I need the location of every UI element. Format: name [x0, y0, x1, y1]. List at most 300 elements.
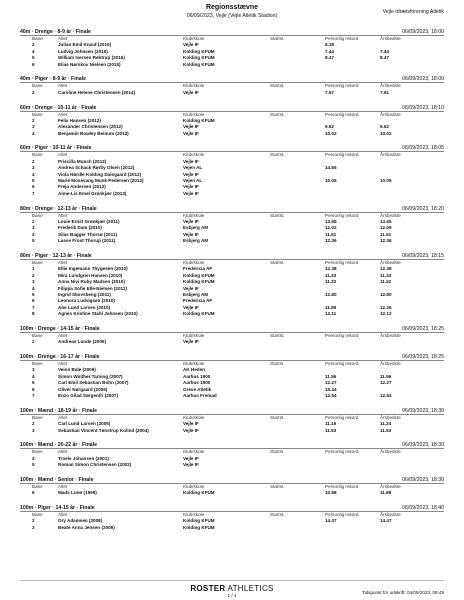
athlete-bane: 5	[32, 462, 35, 468]
column-header-pr: Personlig rekord	[325, 152, 359, 158]
athlete-ar: 9.62	[380, 124, 389, 130]
column-header-pr: Personlig rekord	[325, 449, 359, 455]
athlete-row	[20, 238, 444, 244]
athlete-klub: Aarhus 1900	[183, 380, 211, 386]
column-header-ar: Årsbedste	[380, 152, 401, 158]
event-header	[20, 407, 444, 415]
athlete-klub: Fredericia AF	[183, 266, 213, 272]
column-header-ar: Årsbedste	[380, 36, 401, 41]
athlete-klub: Greve Atletik	[183, 386, 212, 392]
column-header-pr: Personlig rekord	[325, 332, 359, 338]
athlete-pr: 11.16	[325, 421, 337, 427]
athlete-ar: 11.56	[380, 373, 392, 379]
athlete-atlet: Mads Lunø (1999)	[58, 490, 97, 496]
athlete-klub: Kolding KFUM	[183, 61, 215, 67]
event-title: 60m · Piger · 10-11 år · Finale	[20, 145, 92, 152]
event-header	[20, 353, 444, 361]
column-header-ar: Årsbedste	[380, 83, 401, 89]
athlete-ar: 11.53	[380, 427, 392, 433]
column-header-bane: Bane	[32, 483, 43, 489]
column-header-pr: Personlig rekord	[325, 361, 359, 367]
athlete-pr: 14.65	[325, 165, 337, 171]
column-header-ar: Årsbedste	[380, 332, 401, 338]
athlete-klub: Esbjerg AM	[183, 291, 209, 297]
athlete-atlet: Troels Johansen (2001)	[58, 455, 109, 461]
athlete-atlet: Sebastian Vincent Tønstrup Kolind (2004)	[58, 427, 149, 433]
athlete-klub: Aarhus 1900	[183, 373, 211, 379]
athlete-atlet: Caroline Helene Christensen (2014)	[58, 89, 136, 95]
page-number: 1 / 4	[227, 593, 237, 598]
athlete-bane: 2	[32, 339, 35, 345]
meet-title: Regionsstævne	[205, 4, 259, 11]
column-header-pr: Personlig rekord	[325, 111, 359, 117]
athlete-bane: 1	[32, 266, 35, 272]
event-title: 40m · Drenge · 8-9 år · Finale	[20, 29, 91, 35]
athlete-pr: 8.18	[325, 42, 334, 48]
athlete-pr: 11.89	[325, 304, 337, 310]
athlete-pr: 14.47	[325, 518, 337, 524]
athlete-klub: Kolding KFUM	[183, 55, 215, 61]
column-header-bane: Bane	[32, 36, 43, 41]
column-header-start: Startst.	[270, 259, 285, 265]
column-header-start: Startst.	[270, 512, 285, 518]
athlete-row	[20, 339, 444, 345]
athlete-pr: 9.62	[325, 124, 334, 130]
athlete-klub: Vejle IF	[183, 171, 199, 177]
athlete-atlet: Simon Winther Tarning (2007)	[58, 373, 123, 379]
athlete-klub: Vejle IF	[183, 124, 199, 130]
column-header-ar: Årsbedste	[380, 111, 401, 117]
athlete-bane: 4	[32, 130, 35, 136]
athlete-klub: Vejle IF	[183, 184, 199, 190]
athlete-bane: 8	[32, 311, 35, 317]
athlete-ar: 11.51	[380, 231, 392, 237]
athlete-bane: 3	[32, 225, 35, 231]
athlete-atlet: Carl Lund Larsen (2005)	[58, 421, 111, 427]
athlete-pr: 8.47	[325, 55, 334, 61]
athlete-klub: Kolding KFUM	[183, 524, 215, 530]
athlete-bane: 6	[32, 298, 35, 304]
column-header-start: Startst.	[270, 483, 285, 489]
event-list	[20, 28, 444, 539]
athlete-atlet: Beate Anna Jensen (2009)	[58, 524, 115, 530]
column-header-pr: Personlig rekord	[325, 36, 359, 41]
column-header-ar: Årsbedste	[380, 512, 401, 518]
athlete-bane: 7	[32, 304, 35, 310]
athlete-atlet: Mira Lundgren Hansen (2010)	[58, 272, 123, 278]
event-block	[20, 104, 444, 138]
athlete-ar: 8.47	[380, 55, 389, 61]
athlete-atlet: Carl Emil Sebastian Bohn (2007)	[58, 380, 129, 386]
athlete-klub: Vejle IF	[183, 427, 199, 433]
athlete-bane: 2	[32, 89, 35, 95]
athlete-pr: 10.88	[325, 490, 337, 496]
athlete-klub: Vejle IF	[183, 218, 199, 224]
logo-bold-text: ROSTER	[190, 584, 226, 593]
athlete-bane: 3	[32, 165, 35, 171]
column-header-start: Startst.	[270, 36, 285, 41]
event-datetime: 06/09/2023, 18:15	[402, 252, 444, 259]
athlete-row	[20, 490, 444, 496]
athlete-klub: Vejle IF	[183, 42, 199, 48]
column-header-ar: Årsbedste	[380, 361, 401, 367]
event-datetime: 06/09/2023, 18:10	[402, 104, 444, 111]
athlete-klub: Kolding KFUM	[183, 518, 215, 524]
column-header-ar: Årsbedste	[380, 259, 401, 265]
athlete-klub: Vejle IF	[183, 339, 199, 345]
event-block	[20, 325, 444, 346]
column-header-klub: Klub/skole	[183, 483, 205, 489]
athlete-klub: Vejle IF	[183, 462, 199, 468]
athlete-bane: 3	[32, 367, 35, 373]
event-header	[20, 325, 444, 333]
athlete-row	[20, 191, 444, 197]
athlete-bane: 7	[32, 190, 35, 196]
athlete-row	[20, 393, 444, 399]
athlete-pr: 11.56	[325, 373, 337, 379]
athlete-klub: Kolding KFUM	[183, 311, 215, 317]
event-block	[20, 28, 444, 68]
column-header-atlet: Atlet	[58, 111, 68, 117]
athlete-atlet: Anne-Lis Emel Grønkjær (2013)	[58, 190, 127, 196]
athlete-ar: 13.65	[380, 218, 392, 224]
athlete-ar: 11.68	[380, 490, 392, 496]
column-header-atlet: Atlet	[58, 36, 68, 41]
event-title: 100m · Mænd · 18-19 år · Finale	[20, 407, 97, 414]
athlete-row	[20, 462, 444, 468]
athlete-pr: 13.65	[325, 218, 337, 224]
athlete-pr: 11.51	[325, 231, 337, 237]
athlete-ar: 12.80	[380, 291, 392, 297]
event-block	[20, 504, 444, 531]
athlete-klub: Kolding KFUM	[183, 48, 215, 54]
column-header-atlet: Atlet	[58, 152, 68, 158]
athlete-bane: 2	[32, 421, 35, 427]
athlete-ar: 10.02	[380, 130, 392, 136]
athlete-atlet: Enzo Gilad Sørgenfri (2007)	[58, 392, 118, 398]
column-header-start: Startst.	[270, 332, 285, 338]
column-header-start: Startst.	[270, 361, 285, 367]
event-datetime: 06/09/2023, 18:25	[402, 325, 444, 332]
athlete-atlet: Ludvig Johnsen (2015)	[58, 48, 108, 54]
column-header-klub: Klub/skole	[183, 449, 205, 455]
column-header-bane: Bane	[32, 111, 43, 117]
column-header-klub: Klub/skole	[183, 36, 205, 41]
event-title: 60m · Drenge · 10-11 år · Finale	[20, 104, 97, 111]
athlete-bane: 5	[32, 291, 35, 297]
athlete-atlet: Andrea Schack Rørby Olsen (2012)	[58, 165, 135, 171]
athlete-bane: 5	[32, 55, 35, 61]
athlete-atlet: Roman Simon Christensen (2002)	[58, 462, 132, 468]
athlete-ar: 11.22	[380, 279, 392, 285]
column-header-bane: Bane	[32, 332, 43, 338]
column-header-pr: Personlig rekord	[325, 83, 359, 89]
column-header-start: Startst.	[270, 152, 285, 158]
athlete-atlet: Benjamin Rowley Beinum (2013)	[58, 130, 129, 136]
column-header-atlet: Atlet	[58, 259, 68, 265]
athlete-bane: 4	[32, 48, 35, 54]
athlete-atlet: Gry Adamsen (2008)	[58, 518, 103, 524]
athlete-row	[20, 525, 444, 531]
athlete-klub: Vejle IF	[183, 285, 199, 291]
event-datetime: 06/09/2023, 18:05	[402, 145, 444, 152]
athlete-pr: 12.38	[325, 266, 337, 272]
column-header-klub: Klub/skole	[183, 83, 205, 89]
column-header-klub: Klub/skole	[183, 332, 205, 338]
athlete-ar: 14.47	[380, 518, 392, 524]
athlete-atlet: Marie Mosevang Munk Pedersen (2012)	[58, 178, 144, 184]
athlete-bane: 5	[32, 178, 35, 184]
athlete-bane: 2	[32, 518, 35, 524]
column-header-klub: Klub/skole	[183, 152, 205, 158]
column-header-klub: Klub/skole	[183, 414, 205, 420]
athlete-atlet: Lasse Frost Thorup (2011)	[58, 238, 116, 244]
athlete-klub: Kolding KFUM	[183, 117, 215, 123]
event-block	[20, 353, 444, 399]
athlete-row	[20, 311, 444, 317]
athlete-pr: 7.57	[325, 89, 334, 95]
athlete-atlet: Anna Nivi Ruby Madsen (2010)	[58, 279, 125, 285]
athlete-atlet: Veion Bale (2006)	[58, 367, 96, 373]
column-header-start: Startst.	[270, 83, 285, 89]
event-datetime: 06/09/2023, 18:00	[402, 76, 444, 83]
column-header-bane: Bane	[32, 152, 43, 158]
column-header-start: Startst.	[270, 212, 285, 218]
athlete-klub: Vejle IF	[183, 130, 199, 136]
athlete-klub: Vejen AL	[183, 165, 203, 171]
athlete-klub: Esbjerg AM	[183, 238, 209, 244]
athlete-pr: 11.22	[325, 279, 337, 285]
athlete-pr: 7.44	[325, 48, 334, 54]
organizer-name: Vejle Idrætsforening Atletik	[382, 9, 444, 15]
athlete-bane: 2	[32, 42, 35, 48]
column-header-start: Startst.	[270, 414, 285, 420]
event-datetime: 06/09/2023, 18:30	[402, 407, 444, 414]
athlete-pr: 12.02	[325, 225, 337, 231]
event-title: 100m · Drenge · 14-15 år · Finale	[20, 325, 100, 332]
column-header-atlet: Atlet	[58, 332, 68, 338]
event-block	[20, 75, 444, 96]
athlete-bane: 3	[32, 279, 35, 285]
event-datetime: 06/09/2023, 18:20	[402, 205, 444, 212]
athlete-atlet: Louie Ernst Grønkjær (2011)	[58, 218, 120, 224]
column-header-atlet: Atlet	[58, 483, 68, 489]
athlete-klub: Kolding KFUM	[183, 272, 215, 278]
column-header-bane: Bane	[32, 414, 43, 420]
athlete-pr: 12.11	[325, 311, 337, 317]
athlete-atlet: Oliver Nørgaard (2006)	[58, 386, 108, 392]
athlete-atlet: Elias Nørskov Nielsen (2015)	[58, 61, 121, 67]
column-header-bane: Bane	[32, 361, 43, 367]
athlete-klub: Kolding KFUM	[183, 490, 215, 496]
column-header-ar: Årsbedste	[380, 212, 401, 218]
event-title: 100m · Mænd · 20-22 år · Finale	[20, 442, 97, 449]
column-header-klub: Klub/skole	[183, 111, 205, 117]
athlete-bane: 6	[32, 386, 35, 392]
athlete-klub: AK Heden	[183, 367, 205, 373]
athlete-pr: 11.33	[325, 272, 337, 278]
column-header-atlet: Atlet	[58, 361, 68, 367]
athlete-bane: 4	[32, 285, 35, 291]
athlete-atlet: Ane Lund Larsen (2010)	[58, 304, 111, 310]
athlete-bane: 2	[32, 117, 35, 123]
athlete-klub: Vejle IF	[183, 304, 199, 310]
column-header-bane: Bane	[32, 83, 43, 89]
athlete-pr: 12.36	[325, 238, 337, 244]
event-header	[20, 252, 444, 260]
athlete-ar: 12.12	[380, 311, 392, 317]
athlete-atlet: Alexander Christensen (2012)	[58, 124, 123, 130]
athlete-pr: 11.53	[325, 427, 337, 433]
column-header-klub: Klub/skole	[183, 259, 205, 265]
print-timestamp: Tidspunkt for udskrift: 04/09/2023, 09:49	[361, 590, 444, 595]
column-header-pr: Personlig rekord	[325, 414, 359, 420]
athlete-ar: 11.33	[380, 272, 392, 278]
event-header	[20, 104, 444, 112]
column-header-atlet: Atlet	[58, 212, 68, 218]
column-header-pr: Personlig rekord	[325, 483, 359, 489]
athlete-bane: 6	[32, 61, 35, 67]
athlete-bane: 4	[32, 231, 35, 237]
event-datetime: 06/09/2023, 18:30	[402, 442, 444, 449]
athlete-atlet: Leonora Ludvigsen (2010)	[58, 298, 115, 304]
column-header-atlet: Atlet	[58, 83, 68, 89]
athlete-ar: 7.44	[380, 48, 389, 54]
athlete-row	[20, 62, 444, 68]
event-title: 80m · Piger · 12-13 år · Finale	[20, 252, 92, 259]
athlete-atlet: Agnes Kristine Stahl Johnsen (2010)	[58, 311, 138, 317]
athlete-klub: Vejle IF	[183, 455, 199, 461]
column-header-ar: Årsbedste	[380, 414, 401, 420]
event-block	[20, 476, 444, 497]
athlete-pr: 12.80	[325, 291, 337, 297]
athlete-klub: Esbjerg AM	[183, 225, 209, 231]
event-header	[20, 28, 444, 36]
athlete-klub: Vejle IF	[183, 231, 199, 237]
event-title: 100m · Mænd · Senior · Finale	[20, 476, 94, 483]
athlete-klub: Kolding KFUM	[183, 279, 215, 285]
column-header-bane: Bane	[32, 449, 43, 455]
athlete-bane: 3	[32, 524, 35, 530]
column-header-ar: Årsbedste	[380, 449, 401, 455]
athlete-bane: 7	[32, 392, 35, 398]
event-title: 100m · Piger · 14-15 år · Finale	[20, 505, 95, 512]
athlete-bane: 4	[32, 455, 35, 461]
column-header-bane: Bane	[32, 259, 43, 265]
athlete-row	[20, 131, 444, 137]
athlete-bane: 6	[32, 490, 35, 496]
athlete-ar: 11.24	[380, 421, 392, 427]
athlete-klub: Fredericia AF	[183, 298, 213, 304]
event-header	[20, 476, 444, 484]
athlete-atlet: Ellie Ingemann Thygesen (2010)	[58, 266, 128, 272]
document-header	[20, 4, 444, 26]
athlete-bane: 3	[32, 427, 35, 433]
event-title: 100m · Drenge · 16-17 år · Finale	[20, 354, 100, 361]
athlete-klub: Vejen AL	[183, 178, 203, 184]
athlete-atlet: Julian Emil Knauf (2015)	[58, 42, 112, 48]
athlete-atlet: Viola Hørdle Kolding Dalsgaard (2012)	[58, 171, 142, 177]
athlete-ar: 12.26	[380, 304, 392, 310]
athlete-bane: 2	[32, 158, 35, 164]
athlete-atlet: Ingrid Skovsbeng (2011)	[58, 291, 111, 297]
event-block	[20, 441, 444, 468]
athlete-atlet: Andreas Lunde (2009)	[58, 339, 106, 345]
athlete-atlet: William Iversen Rebtrup (2016)	[58, 55, 125, 61]
athlete-ar: 7.61	[380, 89, 389, 95]
athlete-ar: 10.05	[380, 178, 392, 184]
athlete-bane: 3	[32, 124, 35, 130]
athlete-ar: 12.27	[380, 380, 392, 386]
column-header-bane: Bane	[32, 512, 43, 518]
column-header-atlet: Atlet	[58, 414, 68, 420]
athlete-atlet: Freja Andersen (2012)	[58, 184, 106, 190]
event-datetime: 06/09/2023, 18:40	[402, 505, 444, 512]
event-block	[20, 252, 444, 318]
athlete-klub: Vejle IF	[183, 158, 199, 164]
athlete-pr: 10.02	[325, 130, 337, 136]
athlete-bane: 4	[32, 171, 35, 177]
athlete-klub: Aarhus Fremad	[183, 392, 217, 398]
column-header-bane: Bane	[32, 212, 43, 218]
athlete-bane: 5	[32, 380, 35, 386]
event-datetime: 06/09/2023, 18:25	[402, 354, 444, 361]
column-header-pr: Personlig rekord	[325, 259, 359, 265]
footer-divider	[20, 580, 444, 581]
column-header-atlet: Atlet	[58, 512, 68, 518]
event-block	[20, 205, 444, 245]
column-header-pr: Personlig rekord	[325, 512, 359, 518]
athlete-klub: Vejle IF	[183, 190, 199, 196]
athlete-pr: 12.54	[325, 392, 337, 398]
column-header-start: Startst.	[270, 449, 285, 455]
event-block	[20, 144, 444, 197]
column-header-pr: Personlig rekord	[325, 212, 359, 218]
logo-thin-text: ATHLETICS	[225, 584, 274, 593]
athlete-bane: 6	[32, 184, 35, 190]
athlete-atlet: Priscilla Munch (2013)	[58, 158, 107, 164]
athlete-row	[20, 90, 444, 96]
athlete-klub: Vejle IF	[183, 421, 199, 427]
event-block	[20, 407, 444, 434]
athlete-row	[20, 428, 444, 434]
column-header-start: Startst.	[270, 111, 285, 117]
column-header-klub: Klub/skole	[183, 212, 205, 218]
meet-subtitle: 06/09/2023, Vejle (Vejle Atletik Stadion)	[186, 13, 278, 19]
athlete-atlet: Felix Hansen (2012)	[58, 117, 101, 123]
athlete-bane: 4	[32, 373, 35, 379]
event-datetime: 06/09/2023, 18:00	[402, 29, 444, 35]
athlete-atlet: Filippa Sofie Elle-Nielsen (2011)	[58, 285, 127, 291]
column-header-atlet: Atlet	[58, 449, 68, 455]
athlete-pr: 10.05	[325, 178, 337, 184]
athlete-atlet: Silas Bagger Thorsø (2011)	[58, 231, 117, 237]
event-title: 80m · Drenge · 12-13 år · Finale	[20, 205, 97, 212]
event-header	[20, 205, 444, 213]
athlete-ar: 12.54	[380, 392, 392, 398]
event-datetime: 06/09/2023, 18:30	[402, 476, 444, 483]
athlete-atlet: Frederik Dam (2010)	[58, 225, 102, 231]
event-header	[20, 504, 444, 512]
athlete-ar: 12.09	[380, 225, 392, 231]
athlete-bane: 2	[32, 218, 35, 224]
event-title: 40m · Piger · 8-9 år · Finale	[20, 76, 87, 83]
athlete-ar: 12.38	[380, 266, 392, 272]
column-header-klub: Klub/skole	[183, 512, 205, 518]
column-header-klub: Klub/skole	[183, 361, 205, 367]
athlete-bane: 5	[32, 238, 35, 244]
athlete-bane: 2	[32, 272, 35, 278]
